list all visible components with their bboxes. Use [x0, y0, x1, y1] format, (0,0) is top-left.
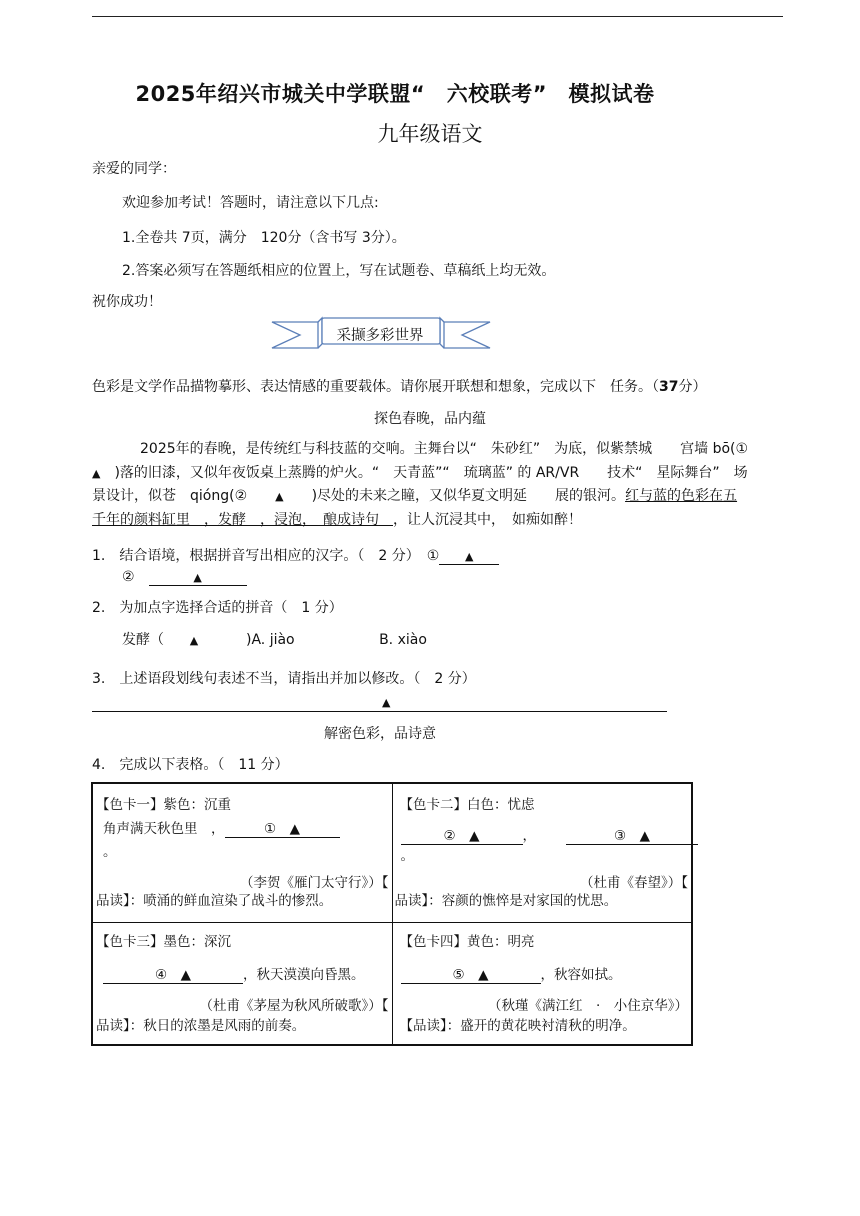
answer-line-q3[interactable]	[92, 711, 667, 712]
underlined-sentence: 红与蓝的色彩在五	[625, 488, 738, 505]
question-1-blank-2: ② ▲	[122, 566, 247, 586]
section-intro: 色彩是文学作品描物摹形、表达情感的重要载体。请你展开联想和想象，完成以下 任务。（37分）	[92, 379, 707, 395]
color-card-table	[91, 782, 693, 1046]
answer-blank-2[interactable]: ▲	[149, 569, 247, 586]
card-blank-4[interactable]: ④ ▲	[103, 963, 243, 984]
question-3: 3. 上述语段划线句表述不当，请指出并加以修改。（ 2 分）	[92, 671, 476, 687]
option-a[interactable]: A. jiào	[251, 632, 295, 648]
underlined-sentence-cont: 千年的颜料缸里 ，发酵 ，浸泡， 酿成诗句	[92, 512, 393, 529]
question-4: 4. 完成以下表格。（ 11 分）	[92, 757, 289, 773]
question-2: 2. 为加点字选择合适的拼音（ 1 分）	[92, 600, 343, 616]
answer-mark-q3: ▲	[382, 696, 391, 709]
answer-blank-q2[interactable]: ▲	[189, 634, 199, 647]
card-blank-1[interactable]: ① ▲	[225, 817, 340, 838]
color-card-3: 【色卡三】墨色：深沉 ④ ▲ ，秋天漠漠向昏黑。 （杜甫《茅屋为秋风所破歌》）【 品读】：秋日的浓墨是风雨的前奏。	[92, 922, 392, 1045]
subsection-title-2: 解密色彩，品诗意	[324, 726, 436, 742]
card-blank-5[interactable]: ⑤ ▲	[401, 963, 541, 984]
card-blank-3[interactable]: ③ ▲	[566, 824, 698, 845]
option-b[interactable]: B. xiào	[379, 632, 427, 648]
exam-subtitle: 九年级语文	[377, 122, 483, 146]
top-rule	[92, 16, 783, 17]
answer-blank-1[interactable]: ▲	[439, 548, 499, 565]
note-2: 2.答案必须写在答题纸相应的位置上，写在试题卷、草稿纸上均无效。	[122, 263, 556, 279]
question-1: 1. 结合语境，根据拼音写出相应的汉字。（ 2 分） ① ▲	[92, 545, 499, 565]
color-card-2: 【色卡二】白色：忧虑 ② ▲ ， ③ ▲ 。 （杜甫《春望》）【 品读】：容颜的憔悴是对家国的忧思。	[392, 783, 692, 922]
banner-label: 采撷多彩世界	[336, 328, 424, 344]
subsection-title-1: 探色春晚，品内蕴	[374, 411, 486, 427]
exam-title: 2025年绍兴市城关中学联盟“ 六校联考” 模拟试卷	[135, 82, 655, 106]
passage: 2025年的春晚，是传统红与科技蓝的交响。主舞台以“ 朱砂红” 为底，似紫禁城 宫墙 bō(① ▲ )落的旧漆，又似年夜饭桌上蒸腾的炉火。“ 天青蓝”“ 琉璃蓝” 的 AR/VR 技术“ 星际舞台” 场 景设计，似苍 qióng(② ▲ )尽处的未来之瞳，又似华夏文明延 展的银河。红与蓝的色彩在五 千年的颜料缸里 ，发酵 ，浸泡， 酿成诗句 ，让人沉浸其中， 如痴如醉！	[92, 441, 749, 529]
welcome-text: 欢迎参加考试！答题时，请注意以下几点:	[122, 195, 379, 211]
color-card-1: 【色卡一】紫色：沉重 角声满天秋色里 ， ① ▲ 。 （李贺《雁门太守行》）【 品读】：喷涌的鲜血渲染了战斗的惨烈。	[92, 783, 392, 922]
note-1: 1.全卷共 7页，满分 120分（含书写 3分）。	[122, 230, 406, 246]
question-2-options: 发酵（ ▲ )A. jiào B. xiào	[122, 632, 427, 648]
greeting: 亲爱的同学：	[92, 161, 176, 177]
good-luck: 祝你成功！	[92, 294, 162, 310]
card-blank-2[interactable]: ② ▲	[401, 824, 523, 845]
color-card-4: 【色卡四】黄色：明亮 ⑤ ▲ ，秋容如拭。 （秋瑾《满江红 · 小住京华》） 【品读】：盛开的黄花映衬清秋的明净。	[392, 922, 692, 1045]
